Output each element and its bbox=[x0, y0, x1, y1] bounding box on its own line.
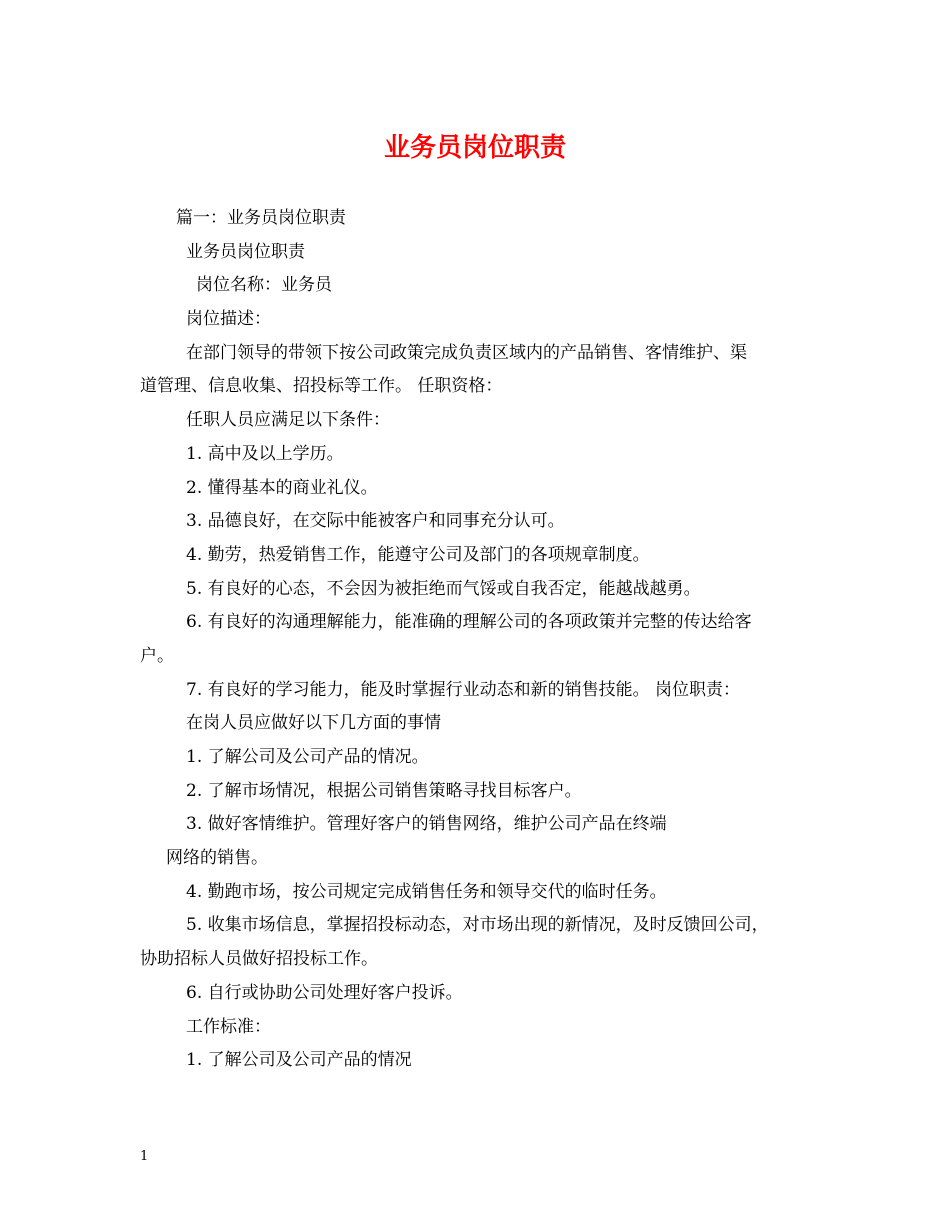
list-item: 4. 勤劳，热爱销售工作，能遵守公司及部门的各项规章制度。 bbox=[186, 544, 650, 565]
list-item: 6. 自行或协助公司处理好客户投诉。 bbox=[186, 982, 463, 1003]
list-item: 7. 有良好的学习能力，能及时掌握行业动态和新的销售技能。 岗位职责： bbox=[186, 679, 741, 700]
list-item: 1. 了解公司及公司产品的情况 bbox=[186, 1050, 412, 1071]
list-item: 5. 有良好的心态，不会因为被拒绝而气馁或自我否定，能越战越勇。 bbox=[186, 578, 701, 599]
list-item: 1. 了解公司及公司产品的情况。 bbox=[186, 747, 429, 767]
body-line: 协助招标人员做好招投标工作。 bbox=[140, 949, 378, 970]
body-line: 岗位描述： bbox=[186, 309, 271, 330]
page-number: 1 bbox=[140, 1149, 149, 1164]
list-item: 3. 品德良好，在交际中能被客户和同事充分认可。 bbox=[186, 511, 565, 532]
body-line: 在岗人员应做好以下几方面的事情 bbox=[186, 713, 441, 734]
body-line: 任职人员应满足以下条件： bbox=[186, 410, 390, 431]
document-body bbox=[140, 202, 830, 1078]
body-line: 业务员岗位职责 bbox=[186, 241, 305, 262]
page-title: 业务员岗位职责 bbox=[383, 133, 566, 163]
list-item: 2. 懂得基本的商业礼仪。 bbox=[186, 477, 378, 498]
section-heading: 篇一：业务员岗位职责 bbox=[176, 208, 346, 228]
list-item: 6. 有良好的沟通理解能力，能准确的理解公司的各项政策并完整的传达给客 bbox=[186, 612, 752, 633]
list-item: 1. 高中及以上学历。 bbox=[186, 443, 344, 464]
list-item: 5. 收集市场信息，掌握招投标动态，对市场出现的新情况，及时反馈回公司， bbox=[186, 915, 769, 936]
list-item: 2. 了解市场情况，根据公司销售策略寻找目标客户。 bbox=[186, 780, 582, 801]
body-line: 工作标准： bbox=[186, 1016, 271, 1037]
body-line: 在部门领导的带领下按公司政策完成负责区域内的产品销售、客情维护、渠 bbox=[186, 342, 747, 363]
body-line: 网络的销售。 bbox=[166, 848, 268, 869]
list-item: 3. 做好客情维护。管理好客户的销售网络，维护公司产品在终端 bbox=[186, 814, 667, 835]
body-line: 户。 bbox=[140, 645, 174, 666]
body-line: 岗位名称：业务员 bbox=[196, 275, 332, 296]
list-item: 4. 勤跑市场，按公司规定完成销售任务和领导交代的临时任务。 bbox=[186, 881, 667, 902]
body-line: 道管理、信息收集、招投标等工作。 任职资格： bbox=[140, 376, 503, 397]
